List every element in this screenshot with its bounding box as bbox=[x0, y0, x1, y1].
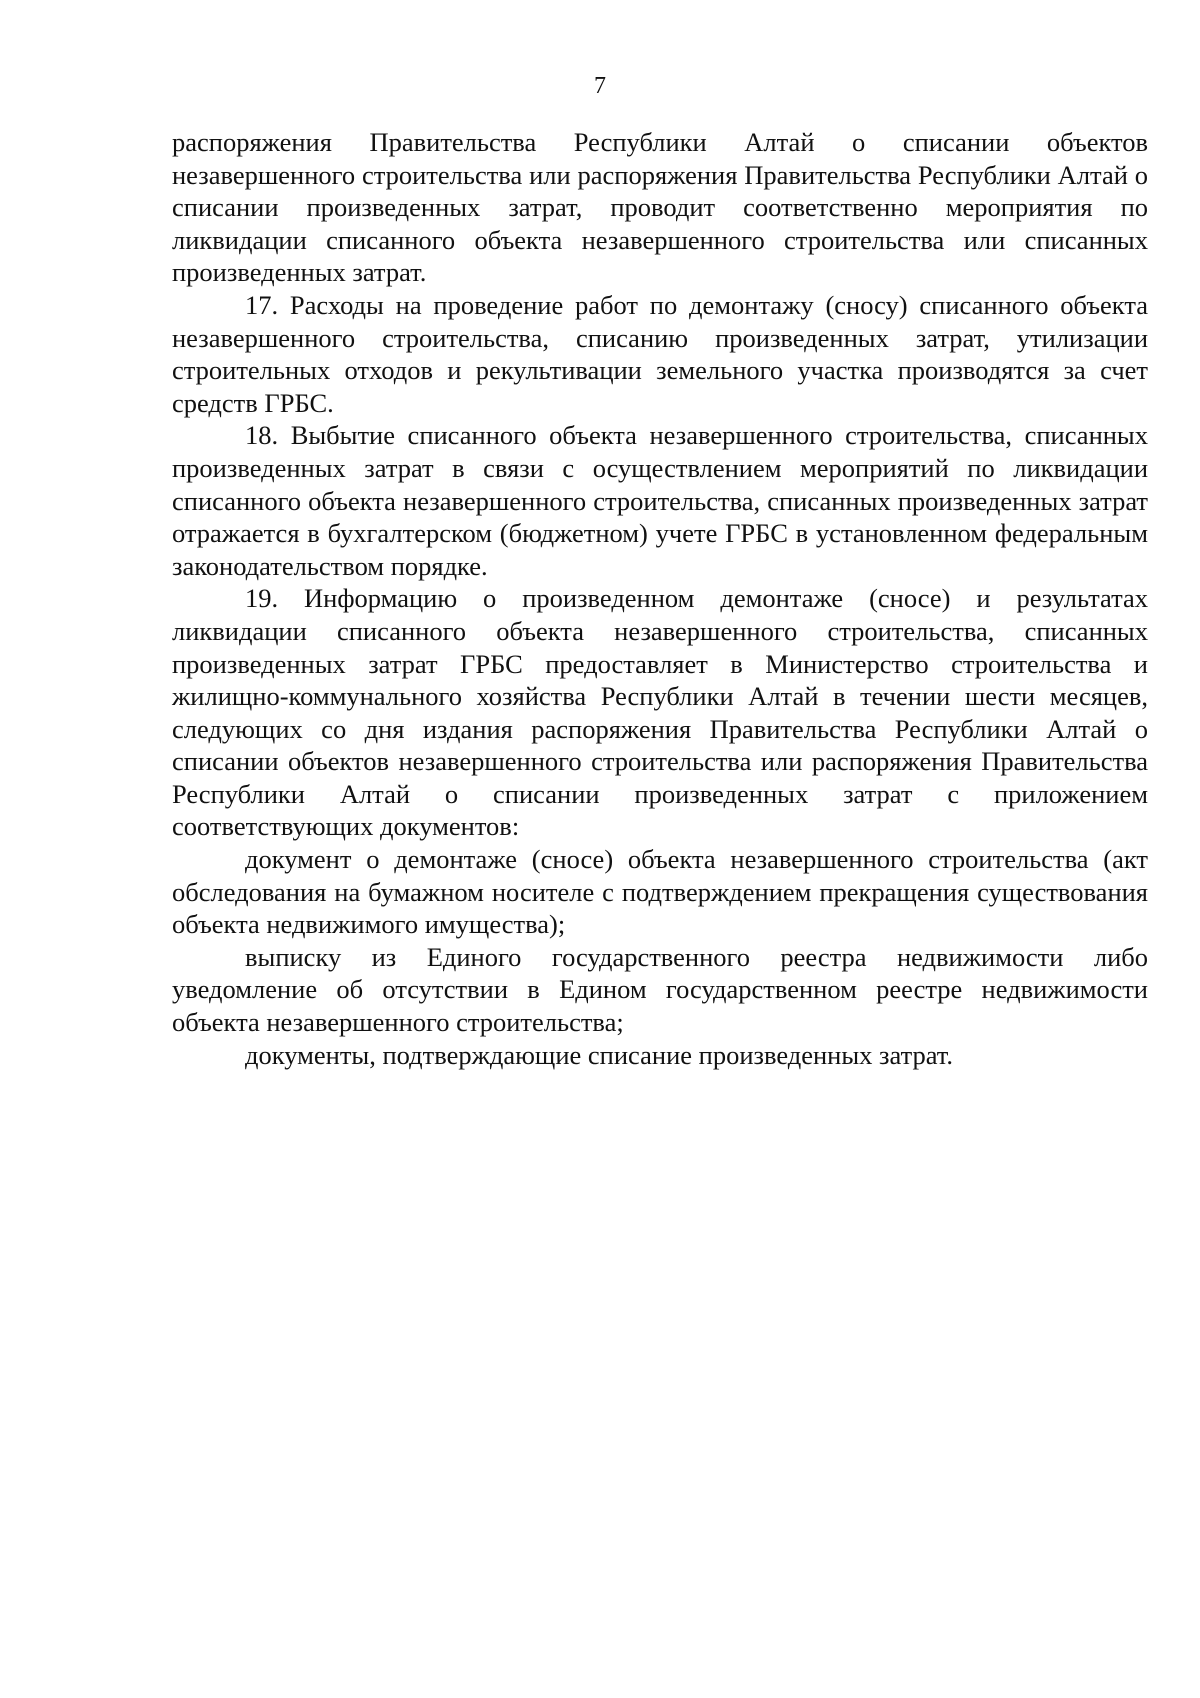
paragraph-document-demolition: документ о демонтаже (сносе) объекта незавершенного строительства (акт обследования на бумажном носителе с подтверждением прекращения существования объекта недвижимого имущества); bbox=[172, 844, 1148, 940]
paragraph-item-19: 19. Информацию о произведенном демонтаже (сносе) и результатах ликвидации списанного объекта незавершенного строительства, списанных произведенных затрат ГРБС предоставляет в Министерство строительства и жилищно-коммунального хозяйства Республики Алтай в течении шести месяцев, следующих со дня издания распоряжения Правительства Республики Алтай о списании объектов незавершенного строительства или распоряжения Правительства Республики Алтай о списании произведенных затрат с приложением соответствующих документов: bbox=[172, 583, 1148, 842]
document-body bbox=[172, 126, 1148, 1071]
page-number: 7 bbox=[594, 73, 606, 99]
paragraph-item-17: 17. Расходы на проведение работ по демонтажу (сносу) списанного объекта незавершенного строительства, списанию произведенных затрат, утилизации строительных отходов и рекультивации земельного участка производятся за счет средств ГРБС. bbox=[172, 289, 1148, 418]
paragraph-item-18: 18. Выбытие списанного объекта незавершенного строительства, списанных произведенных затрат в связи с осуществлением мероприятий по ликвидации списанного объекта незавершенного строительства, списанных произведенных затрат отражается в бухгалтерском (бюджетном) учете ГРБС в установленном федеральным законодательством порядке. bbox=[172, 420, 1148, 581]
paragraph-registry-extract: выписку из Единого государственного реестра недвижимости либо уведомление об отсутствии в Едином государственном реестре недвижимости объекта незавершенного строительства; bbox=[172, 941, 1148, 1038]
paragraph-continuation: распоряжения Правительства Республики Алтай о списании объектов незавершенного строительства или распоряжения Правительства Республики Алтай о списании произведенных затрат, проводит соответственно мероприятия по ликвидации списанного объекта незавершенного строительства или списанных произведенных затрат. bbox=[172, 127, 1148, 288]
paragraph-cost-writeoff-documents: документы, подтверждающие списание произведенных затрат. bbox=[245, 1039, 954, 1070]
